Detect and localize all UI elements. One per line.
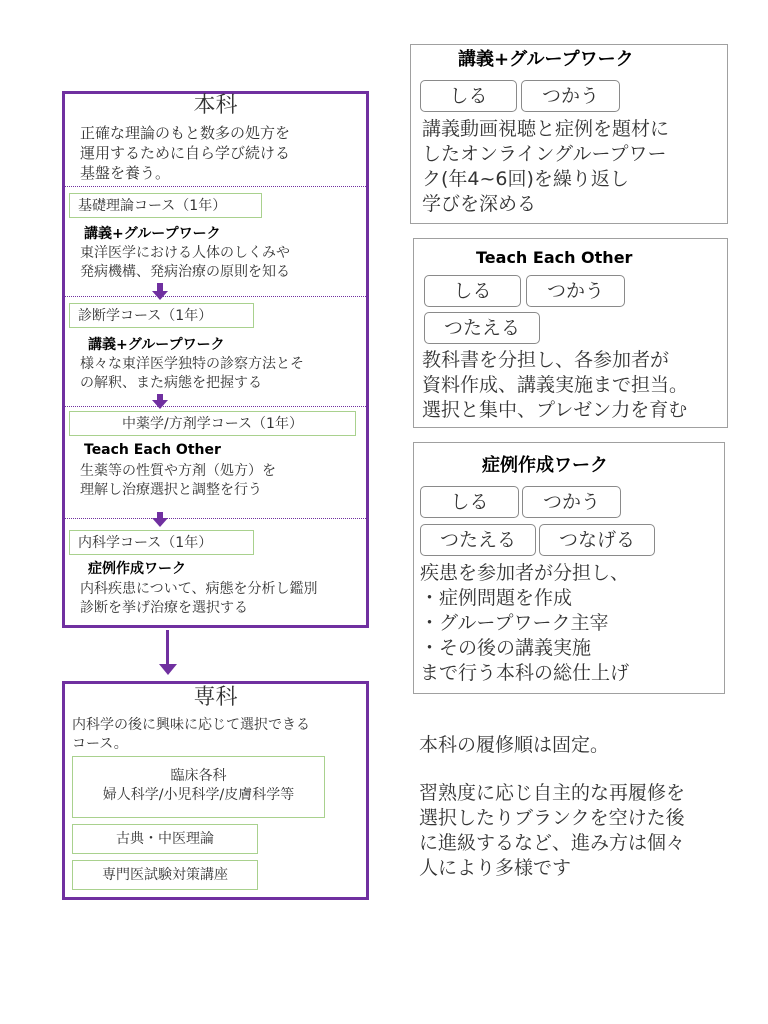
course-desc-line: 発病機構、発病治療の原則を知る [80,264,290,280]
course-method: 講義+グループワーク [88,337,225,353]
course-desc-line: 理解し治療選択と調整を行う [80,482,262,498]
note-line: 選択したりブランクを空けた後 [419,807,685,829]
honka-desc-line: 基盤を養う。 [80,164,171,182]
senka-title: 専科 [193,685,238,710]
method-title: 講義+グループワーク [458,49,634,70]
method-desc-line: ・その後の講義実施 [420,637,592,659]
tag-tsukau: つかう [526,275,625,307]
course-desc-line: 東洋医学における人体のしくみや [80,245,290,261]
arrow-down-icon [159,664,177,675]
honka-desc-line: 正確な理論のもと数多の処方を [80,124,291,142]
senka-desc [72,716,367,754]
method-desc-line: 教科書を分担し、各参加者が [422,349,670,371]
method-desc [422,117,722,217]
tag-tsutaeru: つたえる [424,312,540,344]
course-desc [80,580,365,618]
method-desc-line: 選択と集中、プレゼン力を育む [422,399,688,421]
method-desc-line: 講義動画視聴と症例を題材に [422,118,670,140]
course-label-chuyaku: 中薬学/方剤学コース（1年） [69,411,356,436]
note-line: 人により多様です [419,857,572,879]
course-method: 講義+グループワーク [84,226,221,242]
course-desc-line: 生薬等の性質や方剤（処方）を [80,463,276,479]
senka-item-shikentaisaku: 専門医試験対策講座 [72,860,258,890]
course-label-naika: 内科学コース（1年） [69,530,254,555]
method-desc-line: まで行う本科の総仕上げ [420,662,630,684]
method-desc-line: したオンライングループワー [422,143,667,165]
note-line: 習熟度に応じ自主的な再履修を [419,782,686,804]
method-desc [422,348,726,423]
tag-shiru: しる [420,80,517,112]
course-method: Teach Each Other [84,442,221,458]
connector-line [166,630,169,666]
method-desc-line: ・症例問題を作成 [420,587,573,609]
course-method: 症例作成ワーク [88,561,186,577]
course-desc-line: 内科疾患について、病態を分析し鑑別 [80,581,318,597]
tag-shiru: しる [424,275,521,307]
tag-tsukau: つかう [521,80,620,112]
course-label-shindan: 診断学コース（1年） [69,303,254,328]
honka-desc [80,123,365,183]
method-desc-line: ・グループワーク主宰 [420,612,609,634]
note-paragraph [419,781,729,881]
course-desc-line: 診断を挙げ治療を選択する [80,600,248,616]
course-desc-line: 様々な東洋医学独特の診察方法とそ [80,356,304,372]
tag-tsunageru: つなげる [539,524,655,556]
course-desc [80,244,365,282]
tag-tsukau: つかう [522,486,621,518]
method-desc-line: 疾患を参加者が分担し、 [420,562,630,584]
honka-desc-line: 運用するために自ら学び続ける [80,144,291,162]
section-divider [65,518,366,519]
course-desc-line: の解釈、また病態を把握する [80,375,262,391]
section-divider [65,296,366,297]
course-desc [80,462,365,500]
method-desc-line: 学びを深める [422,193,537,215]
senka-item-line: 臨床各科 [170,768,227,784]
senka-item-line: 婦人科学/小児科学/皮膚科学等 [102,787,295,803]
arrow-down-icon [152,518,168,527]
method-desc [420,561,720,686]
honka-title: 本科 [193,93,238,118]
method-title: 症例作成ワーク [482,455,608,476]
note-line: に進級するなど、進み方は個々 [419,832,686,854]
course-desc [80,355,365,393]
section-divider [65,186,366,187]
arrow-down-icon [152,400,168,409]
tag-tsutaeru: つたえる [420,524,536,556]
section-divider [65,406,366,407]
tag-shiru: しる [420,486,519,518]
course-label-kiso: 基礎理論コース（1年） [69,193,262,218]
note-fixed-order: 本科の履修順は固定。 [419,734,610,756]
senka-item-koten: 古典・中医理論 [72,824,258,854]
senka-item-rinsho [72,756,325,818]
method-desc-line: ク(年4~6回)を繰り返し [422,168,629,190]
senka-desc-line: コース。 [72,736,128,752]
senka-desc-line: 内科学の後に興味に応じて選択できる [72,717,310,733]
method-desc-line: 資料作成、講義実施まで担当。 [422,374,689,396]
method-title: Teach Each Other [476,248,633,267]
